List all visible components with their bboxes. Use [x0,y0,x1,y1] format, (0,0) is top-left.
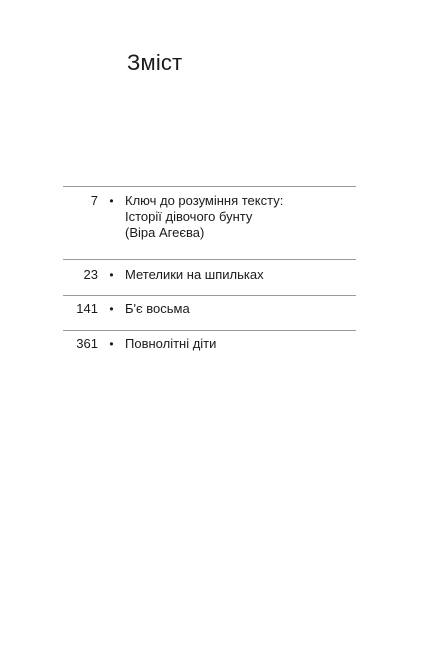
toc-page-number: 7 [90,193,98,208]
bullet-icon: • [109,302,114,316]
toc-entry[interactable] [63,330,356,352]
bullet-icon: • [109,268,114,282]
toc-entry[interactable] [63,259,356,295]
table-of-contents [63,186,356,352]
toc-entry[interactable] [63,186,356,259]
toc-page-number: 141 [76,301,98,316]
page-title: Зміст [127,50,183,75]
bullet-icon: • [109,194,114,208]
toc-entry-title: Повнолітні діти [125,336,217,351]
toc-page-number: 361 [76,336,98,351]
toc-entry-title: Метелики на шпильках [125,267,264,282]
toc-page-number: 23 [83,267,98,282]
toc-entry-title: Ключ до розуміння тексту: Історії дівочого бунту (Віра Агеєва) [125,193,284,240]
bullet-icon: • [109,337,114,351]
toc-entry[interactable] [63,295,356,330]
toc-entry-title: Б'є восьма [125,301,190,316]
